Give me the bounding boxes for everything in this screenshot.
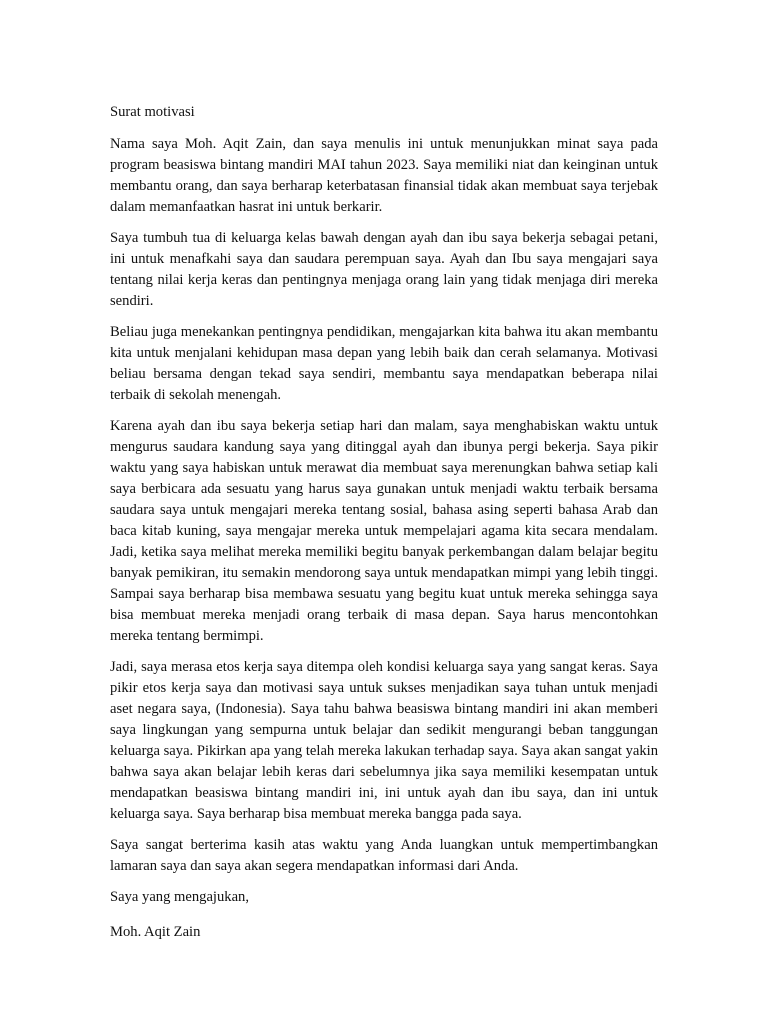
- paragraph-work-ethic: Jadi, saya merasa etos kerja saya ditempa oleh kondisi keluarga saya yang sangat keras. Saya pikir etos kerja saya dan motivasi saya untuk sukses menjadikan saya tuhan untuk menjadi aset negara saya, (Indonesia). Saya tahu bahwa beasiswa bintang mandiri ini akan memberi saya lingkungan yang sempurna untuk belajar dan sedikit mengurangi beban tanggungan keluarga saya. Pikirkan apa yang telah mereka lakukan terhadap saya. Saya akan sangat yakin bahwa saya akan belajar lebih keras dari sebelumnya jika saya memiliki kesempatan untuk mendapatkan beasiswa bintang mandiri ini, ini untuk ayah dan ibu saya, dan ini untuk keluarga saya. Saya berharap bisa membuat mereka bangga pada saya.: [110, 659, 658, 822]
- letter-signature: Moh. Aqit Zain: [110, 924, 201, 940]
- paragraph-family-background: Saya tumbuh tua di keluarga kelas bawah dengan ayah dan ibu saya bekerja sebagai petani, ini untuk menafkahi saya dan saudara perempuan saya. Ayah dan Ibu saya mengajari saya tentang nilai kerja keras dan pentingnya menjaga orang lain yang tidak menjaga diri mereka sendiri.: [110, 230, 658, 309]
- letter-title: Surat motivasi: [110, 104, 195, 120]
- paragraph-thanks: Saya sangat berterima kasih atas waktu yang Anda luangkan untuk mempertimbangkan lamaran saya dan saya akan segera mendapatkan informasi dari Anda.: [110, 837, 658, 874]
- letter-closing: Saya yang mengajukan,: [110, 889, 250, 905]
- paragraph-education: Beliau juga menekankan pentingnya pendidikan, mengajarkan kita bahwa itu akan membantu kita untuk menjalani kehidupan masa depan yang lebih baik dan cerah selamanya. Motivasi beliau bersama dengan tekad saya sendiri, membantu saya mendapatkan beberapa nilai terbaik di sekolah menengah.: [110, 324, 658, 403]
- paragraph-introduction: Nama saya Moh. Aqit Zain, dan saya menulis ini untuk menunjukkan minat saya pada program beasiswa bintang mandiri MAI tahun 2023. Saya memiliki niat dan keinginan untuk membantu orang, dan saya berharap keterbatasan finansial tidak akan membuat saya terjebak dalam memanfaatkan hasrat ini untuk berkarir.: [110, 136, 658, 215]
- paragraph-siblings: Karena ayah dan ibu saya bekerja setiap hari dan malam, saya menghabiskan waktu untuk mengurus saudara kandung saya yang ditinggal ayah dan ibunya pergi bekerja. Saya pikir waktu yang saya habiskan untuk merawat dia membuat saya merenungkan bahwa setiap kali saya berbicara ada sesuatu yang harus saya gunakan untuk menjadi waktu terbaik bersama saudara saya untuk mengajari mereka tentang sosial, bahasa asing seperti bahasa Arab dan baca kitab kuning, saya mengajar mereka untuk mempelajari agama kita secara mendalam. Jadi, ketika saya melihat mereka memiliki begitu banyak perkembangan dalam belajar begitu banyak pemikiran, itu semakin mendorong saya untuk mendapatkan mimpi yang lebih tinggi. Sampai saya berharap bisa membawa sesuatu yang begitu kuat untuk mereka sehingga saya bisa membuat mereka menjadi orang terbaik di masa depan. Saya harus mencontohkan mereka tentang bermimpi.: [110, 418, 658, 644]
- letter-body: [110, 102, 658, 953]
